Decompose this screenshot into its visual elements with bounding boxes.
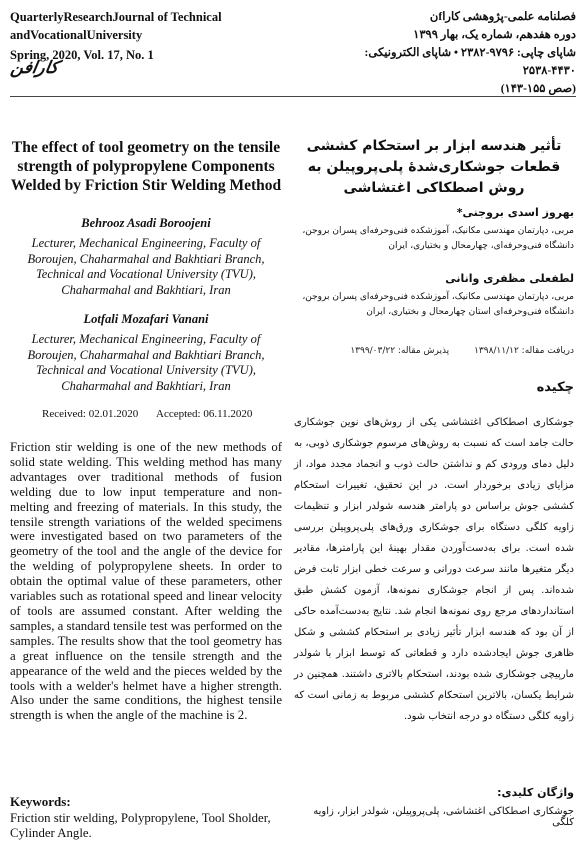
english-author-1: Behrooz Asadi Boroojeni (81, 216, 211, 230)
english-abstract: Friction stir welding is one of the new methods of solid state welding. This welding method has many advantages over traditional methods of fusion welding due to low input temperature and non-melting and freezing of materials. In this study, the tensile strength variations of the welded specimens were investigated based on two parameters of the geometry of the tool and the angle of the device for the welding of polypropylene sheets. In order to obtain the optimal value of these parameters, other variables such as rotational speed and linear velocity of tools are assumed constant. After welding the samples, a standard tensile test was performed on the samples. The results show that the tool geometry has a great influence on the tensile strength and the appearance of the weld and the pieces welded by the tools with a welder's helmet have a higher strength. Also under the same conditions, the highest tensile strength is when the angle of the machine is 2. (10, 440, 282, 723)
journal-pages-fa: (صص ۱۵۵-۱۴۳) (500, 83, 576, 95)
journal-issue: Spring, 2020, Vol. 17, No. 1 (10, 48, 154, 62)
persian-abstract: جوشکاری اصطکاکی اغتشاشی یکی از روش‌های نوین جوشکاری حالت جامد است که نسبت به روش‌های مرسوم جوشکاری ذوبی، به دلیل دمای ورودی کم و نداشتن حالت ذوب و انجماد مجدد مواد، از مزایای زیادی برخوردار است. در این تحقیق، تغییرات استحکام کششی جوش براساس دو پارامتر هندسه شولدر ابزار و تنظیمات زاویه کلگی دستگاه برای جوشکاری ورق‌های پلی‌پروپیلن بررسی شده است. برای به‌دست‌آوردن مقدار بهینهٔ این پارامترها، مقادیر دیگر متغیرها مانند سرعت دورانی و سرعت خطی ابزار ثابت فرض شده‌اند. پس از انجام جوشکاری نمونه‌ها، آزمون کشش طبق استانداردهای مرجع روی نمونه‌ها انجام شد. نتایج به‌دست‌آمده حاکی از آن بود که هندسه ابزار تأثیر زیادی بر استحکام کششی و شکل ظاهری جوش ایجادشده دارد و قطعاتی که توسط ابزار با شولدر مارپیچی جوشکاری شده بودند، استحکام بالاتری داشتند. همچنین در شرایط یکسان، بالاترین استحکام کششی مربوط به زمانی است که زاویه کلگی دستگاه دو درجه انتخاب شود. (294, 417, 574, 722)
journal-issn-fa: شاپای چاپی: ۹۷۹۶-۲۳۸۲ • شاپای الکترونیکی: ۴۴۳۰-۲۵۳۸ (364, 47, 576, 77)
journal-issue-fa: دوره هفدهم، شماره یک، بهار ۱۳۹۹ (413, 29, 576, 41)
header-divider (10, 96, 576, 97)
journal-header-persian (316, 8, 576, 98)
english-author-2: Lotfali Mozafari Vanani (83, 312, 209, 326)
persian-title: تأثیر هندسه ابزار بر استحکام کششی قطعات جوشکاری‌شدهٔ پلی‌پروپیلن به روش اصطکاکی اغتشاشی (306, 138, 562, 196)
persian-dates (294, 346, 574, 356)
journal-name: QuarterlyResearchJournal of Technical andVocationalUniversity (10, 10, 222, 42)
english-affiliation-2: Lecturer, Mechanical Engineering, Faculty of Boroujen, Chaharmahal and Bakhtiari Branch, Technical and Vocational University (TVU), Chaharmahal and Bakhtiari, Iran (27, 332, 265, 393)
accepted-date: Accepted: 06.11.2020 (156, 408, 253, 420)
received-date-fa: دریافت مقاله: ۱۳۹۸/۱۱/۱۲ (474, 346, 574, 356)
journal-header-english (10, 8, 310, 64)
journal-logo: کارافن (9, 58, 60, 78)
english-title: The effect of tool geometry on the tensile strength of polypropylene Components Welded by Friction Stir Welding Method (10, 139, 282, 194)
persian-abstract-title: چکیده (536, 380, 574, 395)
persian-author-1: بهروز اسدی بروجنی* (456, 206, 574, 219)
persian-affiliation-1: مربی، دپارتمان مهندسی مکانیک، آموزشکده فنی‌وحرفه‌ای پسران بروجن، دانشگاه فنی‌وحرفه‌ای، چهارمحال و بختیاری، ایران (302, 226, 574, 251)
english-keywords-title: Keywords: (10, 794, 71, 809)
persian-keywords-title: واژگان کلیدی: (497, 786, 574, 799)
journal-name-fa: فصلنامه علمی-پژوهشی کاراfن (429, 11, 576, 23)
english-affiliation-1: Lecturer, Mechanical Engineering, Faculty of Boroujen, Chaharmahal and Bakhtiari Branch, Technical and Vocational University (TVU), Chaharmahal and Bakhtiari, Iran (27, 236, 265, 297)
persian-affiliation-2: مربی، دپارتمان مهندسی مکانیک، آموزشکده فنی‌وحرفه‌ای پسران بروجن، دانشگاه فنی‌وحرفه‌ای استان چهارمحال و بختیاری، ایران (302, 292, 574, 317)
persian-keywords: جوشکاری اصطکاکی اغتشاشی، پلی‌پروپیلن، شولدر ابزار، زاویه کلگی (313, 806, 574, 828)
accepted-date-fa: پذیرش مقاله: ۱۳۹۹/۰۳/۲۲ (350, 346, 450, 356)
persian-author-2: لطفعلی مظفری وانانی (445, 272, 574, 285)
english-keywords: Friction stir welding, Polypropylene, Tool Sholder, Cylinder Angle. (10, 811, 271, 840)
received-date: Received: 02.01.2020 (42, 408, 139, 420)
